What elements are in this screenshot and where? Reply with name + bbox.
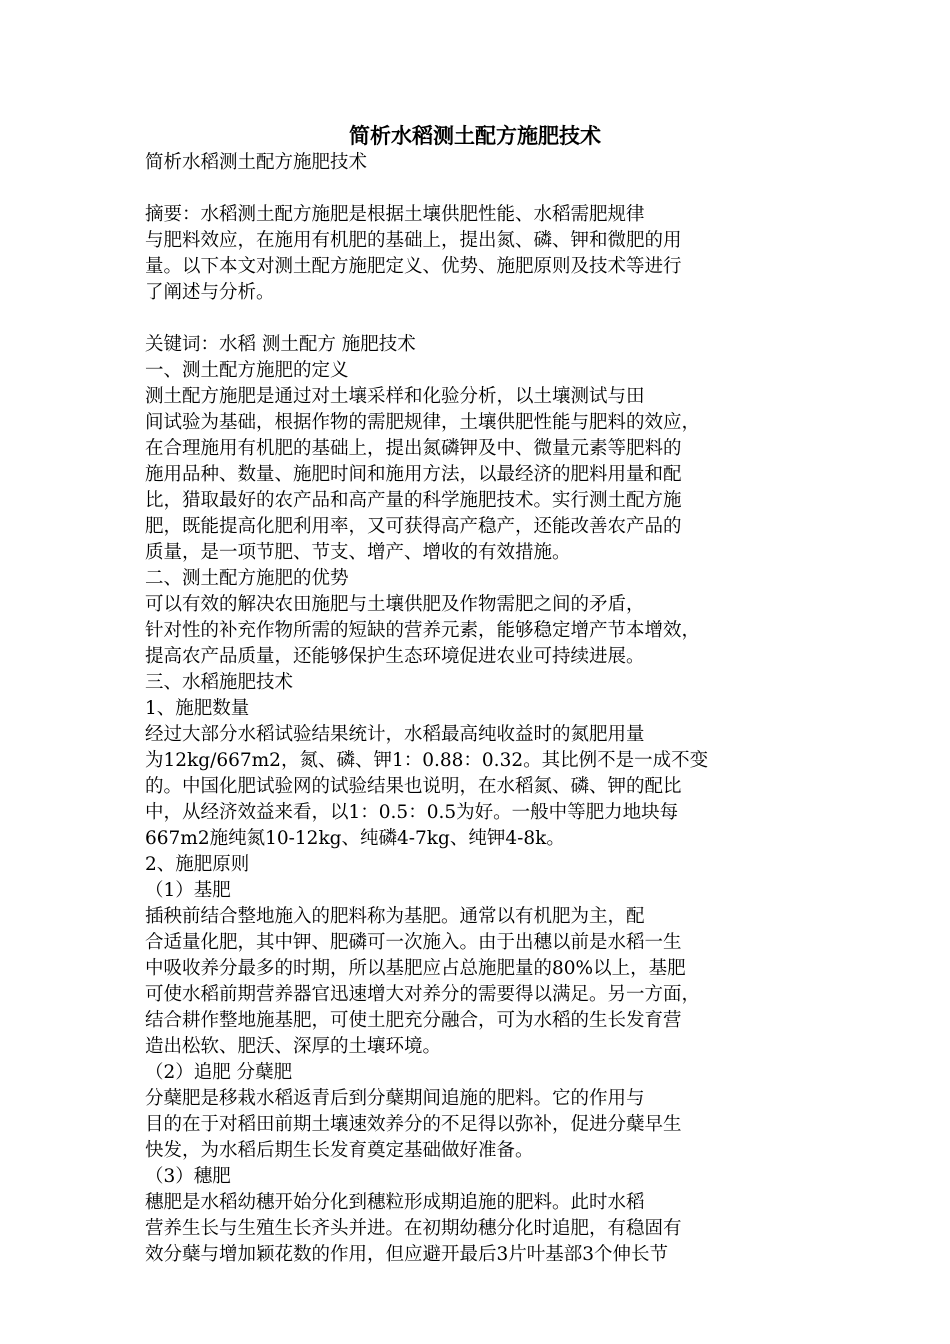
paragraph-line: 质量，是一项节肥、节支、增产、增收的有效措施。 — [145, 542, 571, 563]
paragraph-line: 667m2施纯氮10-12kg、纯磷4-7kg、纯钾4-8k。 — [145, 828, 565, 849]
subsection-heading: 1、施肥数量 — [145, 698, 250, 719]
document-title: 简析水稻测土配方施肥技术 — [349, 124, 601, 148]
paragraph-line: 在合理施用有机肥的基础上，提出氮磷钾及中、微量元素等肥料的 — [145, 438, 682, 459]
paragraph-line: 快发，为水稻后期生长发育奠定基础做好准备。 — [145, 1140, 534, 1161]
paragraph-line: 造出松软、肥沃、深厚的土壤环境。 — [145, 1036, 442, 1057]
paragraph-line: 穗肥是水稻幼穗开始分化到穗粒形成期追施的肥料。此时水稻 — [145, 1192, 645, 1213]
paragraph-line: 中，从经济效益来看，以1：0.5：0.5为好。一般中等肥力地块每 — [145, 802, 679, 823]
abstract-line: 与肥料效应，在施用有机肥的基础上，提出氮、磷、钾和微肥的用 — [145, 230, 682, 251]
paragraph-line: 插秧前结合整地施入的肥料称为基肥。通常以有机肥为主，配 — [145, 906, 645, 927]
paragraph-line: 施用品种、数量、施肥时间和施用方法，以最经济的肥料用量和配 — [145, 464, 682, 485]
paragraph-line: 营养生长与生殖生长齐头并进。在初期幼穗分化时追肥，有稳固有 — [145, 1218, 682, 1239]
blank-line — [145, 306, 805, 332]
abstract-line: 了阐述与分析。 — [145, 282, 275, 303]
paragraph-line: 测土配方施肥是通过对土壤采样和化验分析，以土壤测试与田 — [145, 386, 645, 407]
paragraph-line: 合适量化肥，其中钾、肥磷可一次施入。由于出穗以前是水稻一生 — [145, 932, 682, 953]
paragraph-line: 肥，既能提高化肥利用率，又可获得高产稳产，还能改善农产品的 — [145, 516, 682, 537]
paragraph-line: 经过大部分水稻试验结果统计，水稻最高纯收益时的氮肥用量 — [145, 724, 645, 745]
paragraph-line: 可使水稻前期营养器官迅速增大对养分的需要得以满足。另一方面， — [145, 984, 701, 1005]
document-body — [145, 150, 805, 1268]
section-heading: 三、水稻施肥技术 — [145, 672, 294, 693]
paragraph-line: 提高农产品质量，还能够保护生态环境促进农业可持续进展。 — [145, 646, 645, 667]
document-subtitle: 简析水稻测土配方施肥技术 — [145, 152, 368, 173]
paragraph-line: 结合耕作整地施基肥，可使土肥充分融合，可为水稻的生长发育营 — [145, 1010, 682, 1031]
item-heading: （3）穗肥 — [145, 1166, 231, 1187]
paragraph-line: 比，猎取最好的农产品和高产量的科学施肥技术。实行测土配方施 — [145, 490, 682, 511]
paragraph-line: 分蘖肥是移栽水稻返青后到分蘖期间追施的肥料。它的作用与 — [145, 1088, 645, 1109]
keywords: 关键词：水稻 测土配方 施肥技术 — [145, 334, 416, 355]
paragraph-line: 的。中国化肥试验网的试验结果也说明，在水稻氮、磷、钾的配比 — [145, 776, 682, 797]
abstract-line: 摘要：水稻测土配方施肥是根据土壤供肥性能、水稻需肥规律 — [145, 204, 645, 225]
paragraph-line: 针对性的补充作物所需的短缺的营养元素，能够稳定增产节本增效， — [145, 620, 701, 641]
paragraph-line: 间试验为基础，根据作物的需肥规律，土壤供肥性能与肥料的效应， — [145, 412, 701, 433]
paragraph-line: 中吸收养分最多的时期，所以基肥应占总施肥量的80%以上，基肥 — [145, 958, 686, 979]
item-heading: （1）基肥 — [145, 880, 231, 901]
paragraph-line: 为12kg/667m2，氮、磷、钾1：0.88：0.32。其比例不是一成不变 — [145, 750, 709, 771]
abstract-line: 量。以下本文对测土配方施肥定义、优势、施肥原则及技术等进行 — [145, 256, 682, 277]
paragraph-line: 目的在于对稻田前期土壤速效养分的不足得以弥补，促进分蘖早生 — [145, 1114, 682, 1135]
section-heading: 一、测土配方施肥的定义 — [145, 360, 349, 381]
section-heading: 二、测土配方施肥的优势 — [145, 568, 349, 589]
blank-line — [145, 176, 805, 202]
paragraph-line: 效分蘖与增加颖花数的作用，但应避开最后3片叶基部3个伸长节 — [145, 1244, 669, 1265]
paragraph-line: 可以有效的解决农田施肥与土壤供肥及作物需肥之间的矛盾， — [145, 594, 645, 615]
subsection-heading: 2、施肥原则 — [145, 854, 250, 875]
item-heading: （2）追肥 分蘖肥 — [145, 1062, 293, 1083]
